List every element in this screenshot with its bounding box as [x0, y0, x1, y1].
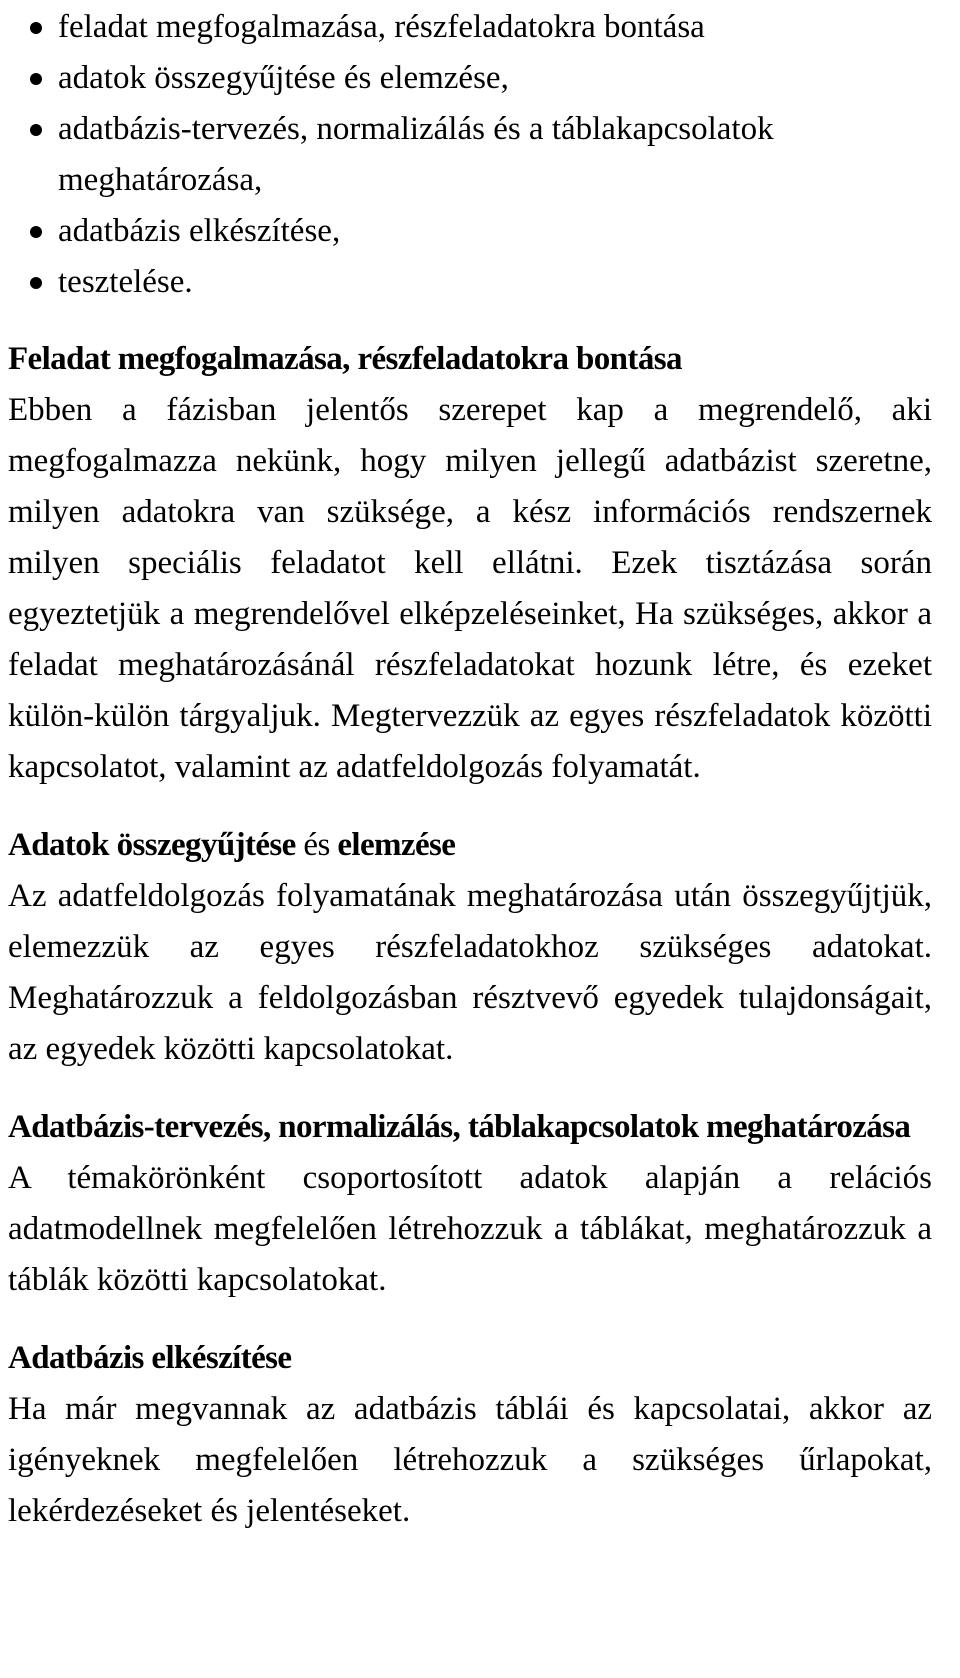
list-item — [8, 104, 932, 206]
list-item — [8, 206, 932, 257]
bullet-icon — [30, 226, 42, 238]
section-heading — [8, 820, 932, 871]
list-item — [8, 257, 932, 308]
section-heading: Adatbázis-tervezés, normalizálás, táblakapcsolatok meghatározása — [8, 1109, 911, 1145]
bullet-icon — [30, 124, 42, 136]
bullet-icon — [30, 277, 42, 289]
section-heading: Adatbázis elkészítése — [8, 1340, 292, 1376]
section-database-design — [8, 1102, 932, 1306]
bullet-icon — [30, 22, 42, 34]
list-item-text: adatbázis elkészítése, — [58, 213, 341, 249]
section-task-definition — [8, 334, 932, 793]
bullet-icon — [30, 73, 42, 85]
section-body: Ha már megvannak az adatbázis táblái és kapcsolatai, akkor az igényeknek megfelelően létrehozzuk a szükséges űrlapokat, lekérdezéseket és jelentéseket. — [8, 1391, 932, 1529]
section-body: Az adatfeldolgozás folyamatának meghatározása után összegyűjtjük, elemezzük az egyes részfeladatokhoz szükséges adatokat. Meghatározzuk a feldolgozásban résztvevő egyedek tulajdonságait, az egyedek közötti kapcsolatokat. — [8, 878, 932, 1067]
section-data-collection — [8, 820, 932, 1075]
list-item-text: adatok összegyűjtése és elemzése, — [58, 60, 509, 96]
phase-list — [8, 2, 932, 308]
section-body: Ebben a fázisban jelentős szerepet kap a megrendelő, aki megfogalmazza nekünk, hogy milyen jellegű adatbázist szeretne, milyen adatokra van szüksége, a kész információs rendszernek milyen speciális feladatot kell ellátni. Ezek tisztázása során egyeztetjük a megrendelővel elképzeléseinket, Ha szükséges, akkor a feladat meghatározásánál részfeladatokat hozunk létre, és ezeket külön-külön tárgyaljuk. Megtervezzük az egyes részfeladatok közötti kapcsolatot, valamint az adatfeldolgozás folyamatát. — [8, 392, 932, 785]
list-item — [8, 53, 932, 104]
list-item-text: feladat megfogalmazása, részfeladatokra bontása — [58, 9, 705, 45]
list-item-text: tesztelése. — [58, 264, 193, 300]
section-heading-part: és — [303, 827, 330, 863]
list-item-text: adatbázis-tervezés, normalizálás és a táblakapcsolatok meghatározása, — [58, 111, 774, 198]
list-item — [8, 2, 932, 53]
section-heading-part: elemzése — [337, 827, 456, 863]
section-heading: Feladat megfogalmazása, részfeladatokra bontása — [8, 341, 682, 377]
section-body: A témakörönként csoportosított adatok alapján a relációs adatmodellnek megfelelően létrehozzuk a táblákat, meghatározzuk a táblák közötti kapcsolatokat. — [8, 1160, 932, 1298]
section-database-build — [8, 1333, 932, 1537]
section-heading-part: Adatok összegyűjtése — [8, 827, 296, 863]
